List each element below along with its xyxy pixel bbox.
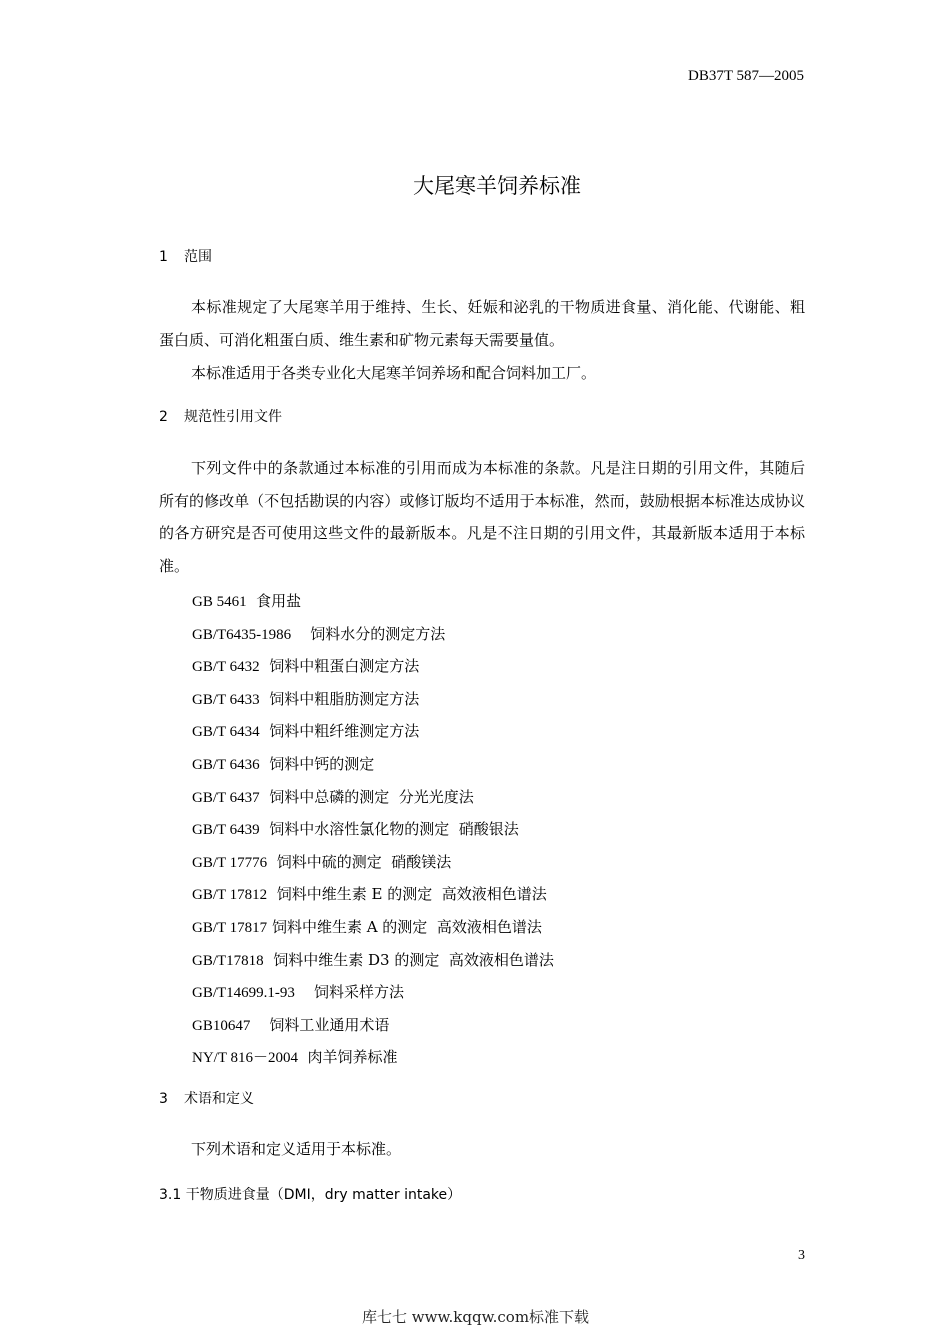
reference-item: GB 5461 食用盐 bbox=[192, 592, 302, 610]
section-1-heading bbox=[159, 246, 212, 266]
reference-item: GB/T 6437 饲料中总磷的测定 分光光度法 bbox=[192, 787, 474, 806]
section-title: 规范性引用文件 bbox=[184, 409, 282, 425]
reference-item: NY/T 816－2004 肉羊饲养标准 bbox=[192, 1048, 398, 1067]
header-doc-code: DB37T 587—2005 bbox=[688, 68, 804, 84]
reference-item: GB/T17818 饲料中维生素 D3 的测定 高效液相色谱法 bbox=[192, 950, 554, 969]
section-3-heading bbox=[159, 1088, 254, 1108]
section-1-paragraph-1: 本标准规定了大尾寒羊用于维持、生长、妊娠和泌乳的干物质进食量、消化能、代谢能、粗蛋白质、可消化粗蛋白质、维生素和矿物元素每天需要量值。 bbox=[159, 298, 805, 349]
section-title: 术语和定义 bbox=[184, 1091, 254, 1107]
section-number: 1 bbox=[159, 249, 168, 265]
reference-item: GB/T 17812 饲料中维生素 E 的测定 高效液相色谱法 bbox=[192, 885, 547, 904]
reference-item: GB/T 6432 饲料中粗蛋白测定方法 bbox=[192, 657, 420, 676]
subsection-3-1-heading bbox=[159, 1184, 461, 1204]
section-3-paragraph-1: 下列术语和定义适用于本标准。 bbox=[191, 1140, 402, 1158]
footer-watermark: 库七七 www.kqqw.com标准下载 bbox=[362, 1308, 590, 1326]
reference-item: GB/T 6433 饲料中粗脂肪测定方法 bbox=[192, 689, 420, 708]
reference-list bbox=[192, 585, 554, 1074]
reference-item: GB10647 饲料工业通用术语 bbox=[192, 1015, 390, 1034]
reference-item: GB/T 17776 饲料中硫的测定 硝酸镁法 bbox=[192, 852, 452, 871]
section-number: 3 bbox=[159, 1091, 168, 1107]
reference-item: GB/T6435-1986 饲料水分的测定方法 bbox=[192, 624, 446, 643]
subsection-title: 干物质进食量（DMI，dry matter intake） bbox=[185, 1187, 462, 1203]
section-number: 2 bbox=[159, 409, 168, 425]
section-2-paragraph-1: 下列文件中的条款通过本标准的引用而成为本标准的条款。凡是注日期的引用文件，其随后所有的修改单（不包括勘误的内容）或修订版均不适用于本标准，然而，鼓励根据本标准达成协议的各方研究是否可使用这些文件的最新版本。凡是不注日期的引用文件，其最新版本适用于本标准。 bbox=[159, 459, 805, 575]
reference-item: GB/T 6434 饲料中粗纤维测定方法 bbox=[192, 722, 420, 741]
subsection-number: 3.1 bbox=[159, 1187, 182, 1203]
section-title: 范围 bbox=[184, 249, 212, 265]
page-number: 3 bbox=[798, 1248, 805, 1263]
section-1-paragraph-2: 本标准适用于各类专业化大尾寒羊饲养场和配合饲料加工厂。 bbox=[191, 364, 597, 382]
reference-item: GB/T 17817 饲料中维生素 A 的测定 高效液相色谱法 bbox=[192, 917, 542, 936]
reference-item: GB/T14699.1-93 饲料采样方法 bbox=[192, 983, 405, 1002]
reference-item: GB/T 6439 饲料中水溶性氯化物的测定 硝酸银法 bbox=[192, 820, 519, 839]
reference-item: GB/T 6436 饲料中钙的测定 bbox=[192, 754, 375, 773]
section-2-heading bbox=[159, 406, 282, 426]
document-title: 大尾寒羊饲养标准 bbox=[413, 174, 581, 198]
